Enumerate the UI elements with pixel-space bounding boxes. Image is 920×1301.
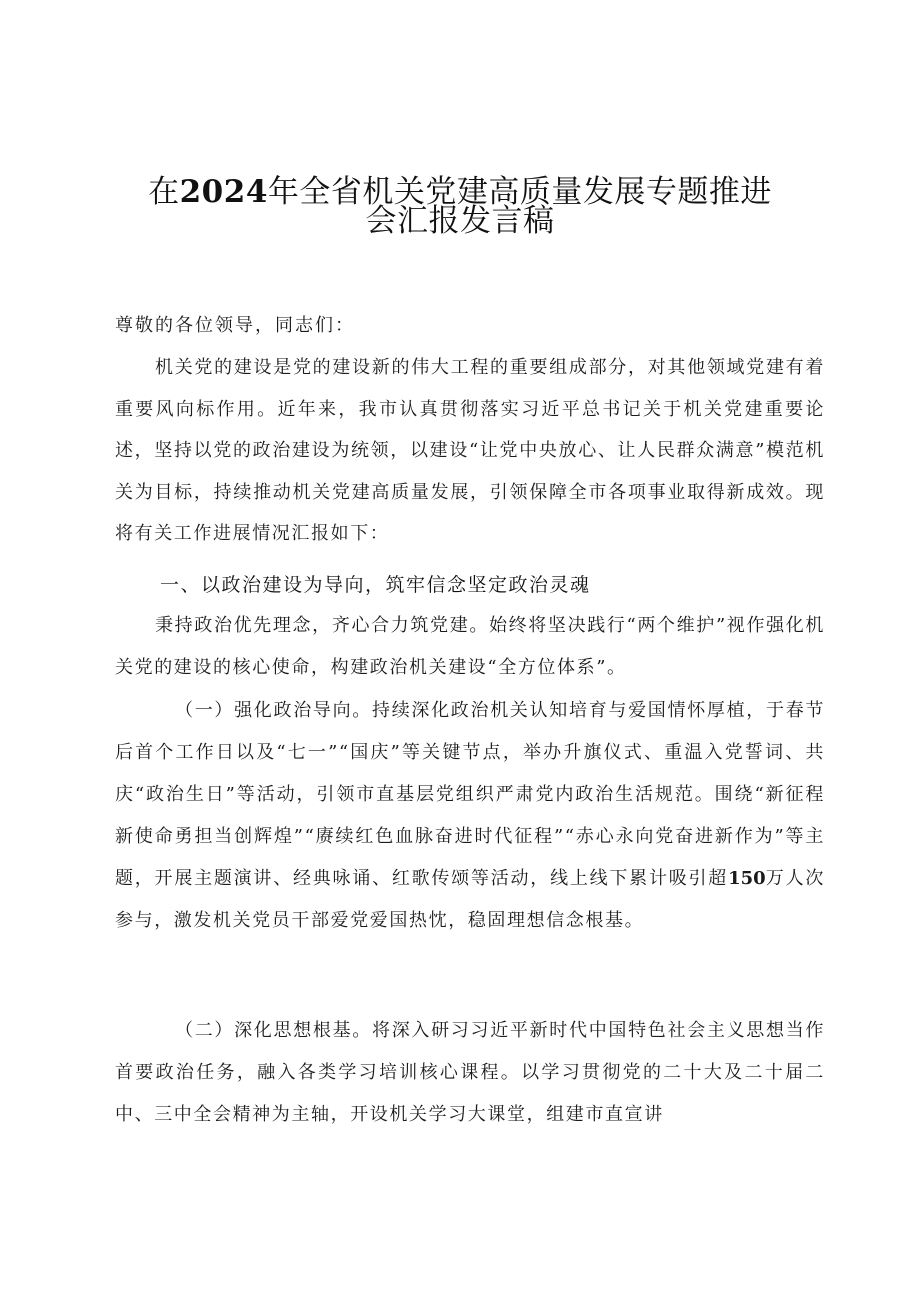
subsection-2-paragraph: （二）深化思想根基。将深入研习习近平新时代中国特色社会主义思想当作首要政治任务，融入各类学习培训核心课程。以学习贯彻党的二十大及二十届二中、三中全会精神为主轴，开设机关学习大课堂，组建市直宣讲 (115, 1020, 825, 1125)
document-title-line-2: 会汇报发言稿 (365, 203, 555, 239)
title-prefix: 在 (148, 174, 180, 210)
title-suffix: 年全省机关党建高质量发展专题推进 (267, 174, 772, 210)
intro-paragraph: 机关党的建设是党的建设新的伟大工程的重要组成部分，对其他领域党建有着重要风向标作用。近年来，我市认真贯彻落实习近平总书记关于机关党建重要论述，坚持以党的政治建设为统领，以建设“让党中央放心、让人民群众满意”模范机关为目标，持续推动机关党建高质量发展，引领保障全市各项事业取得新成效。现将有关工作进展情况汇报如下： (115, 357, 825, 544)
section-1-paragraph: 秉持政治优先理念，齐心合力筑党建。始终将坚决践行“两个维护”视作强化机关党的建设的核心使命，构建政治机关建设“全方位体系”。 (115, 615, 825, 678)
section-heading-1: 一、以政治建设为导向，筑牢信念坚定政治灵魂 (160, 574, 591, 596)
subsection-1-text-b: 万人次参与，激发机关党员干部爱党爱国热忱，稳固理想信念根基。 (115, 868, 825, 931)
participation-count: 150 (728, 868, 766, 889)
salutation: 尊敬的各位领导，同志们： (115, 315, 355, 336)
subsection-1-text-a: （一）强化政治导向。持续深化政治机关认知培育与爱国情怀厚植，于春节后首个工作日以及“七一”“国庆”等关键节点，举办升旗仪式、重温入党誓词、共庆“政治生日”等活动，引领市直基层党组织严肃党内政治生活规范。围绕“新征程新使命勇担当创辉煌”“赓续红色血脉奋进时代征程”“赤心永向党奋进新作为”等主题，开展主题演讲、经典咏诵、红歌传颂等活动，线上线下累计吸引超 (115, 700, 825, 889)
title-year: 2024 (179, 174, 268, 210)
subsection-1-paragraph (115, 690, 825, 942)
